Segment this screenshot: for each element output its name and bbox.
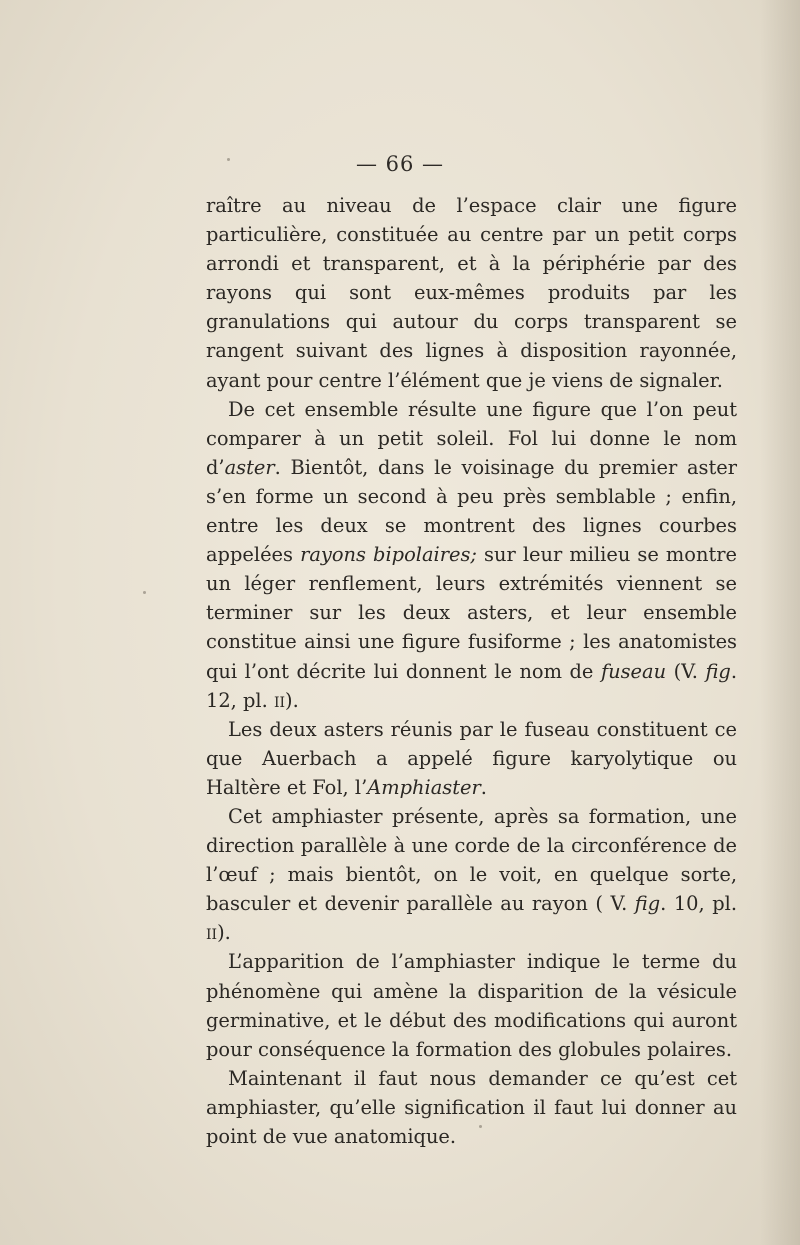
text-run: ). (217, 921, 231, 945)
body-text (206, 191, 737, 1151)
small-caps-numeral: ii (206, 921, 218, 945)
italic-term: fig (634, 892, 661, 916)
page-number: — 66 — (355, 152, 445, 176)
ink-speck (143, 591, 146, 594)
paragraph (206, 191, 737, 395)
text-run: . 12, pl. (206, 659, 737, 712)
italic-term: fig (705, 659, 731, 683)
paragraph (206, 395, 737, 715)
text-run: Maintenant il faut nous demander ce qu’est cet amphiaster, qu’elle signification il faut lui donner au point de vue anatomique. (206, 1066, 737, 1148)
text-run: Les deux asters réunis par le fuseau constituent ce que Auerbach a appelé figure karyolytique ou Haltère et Fol, l’ (206, 717, 737, 799)
text-run: . Bientôt, dans le voisinage du premier aster s’en forme un second à peu près semblable ; enfin, entre les deux se montrent des lignes courbes appelées (206, 455, 737, 567)
italic-term: rayons bipolaires; (300, 543, 477, 567)
text-run: ). (285, 688, 299, 712)
italic-term: fuseau (600, 659, 667, 683)
page-shadow (760, 0, 800, 1245)
text-run: . (480, 775, 487, 799)
italic-term: Amphiaster (367, 775, 481, 799)
text-run: . 10, pl. (660, 892, 737, 916)
paragraph (206, 1064, 737, 1151)
text-run: sur leur milieu se montre un léger renflement, leurs extrémités viennent se terminer sur les deux asters, et leur ensemble constitue ainsi une figure fusiforme ; les anatomistes qui l’ont décrite lui donnent le nom de (206, 543, 737, 683)
text-run: (V. (666, 659, 706, 683)
paragraph (206, 715, 737, 802)
italic-term: aster (224, 455, 275, 479)
paragraph (206, 802, 737, 947)
text-run: raître au niveau de l’espace clair une figure particulière, constituée au centre par un petit corps arrondi et transparent, et à la périphérie par des rayons qui sont eux-mêmes produits par les granulations qui autour du corps transparent se rangent suivant des lignes à disposition rayonnée, ayant pour centre l’élément que je viens de signaler. (206, 194, 737, 392)
text-run: L’apparition de l’amphiaster indique le terme du phénomène qui amène la disparition de la vésicule germinative, et le début des modifications qui auront pour conséquence la formation des globules polaires. (206, 950, 737, 1061)
text-run: De cet ensemble résulte une figure que l’on peut comparer à un petit soleil. Fol lui donne le nom d’ (206, 397, 737, 479)
paragraph (206, 947, 737, 1063)
small-caps-numeral: ii (273, 688, 286, 712)
text-run: Cet amphiaster présente, après sa formation, une direction parallèle à une corde de la circonférence de l’œuf ; mais bientôt, on le voit, en quelque sorte, basculer et devenir parallèle au rayon ( V. (206, 804, 737, 916)
